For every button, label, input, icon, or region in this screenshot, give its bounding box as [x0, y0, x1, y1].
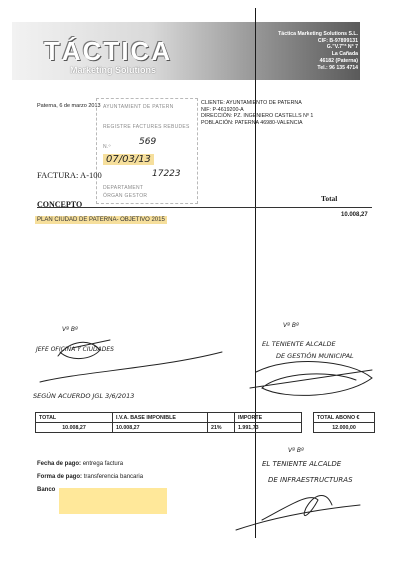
- client-address: DIRECCIÓN: PZ. INGENIERO CASTELLS Nº 1: [201, 113, 314, 120]
- base-label: I.V.A. BASE IMPONIBLE: [113, 413, 208, 423]
- concept-header: CONCEPTO: [37, 200, 83, 209]
- company-name: Táctica Marketing Solutions S.L.: [278, 31, 358, 37]
- company-postal: 46182 (Paterna): [319, 57, 358, 64]
- stamp-number: 569: [139, 137, 157, 147]
- left-approval-role: JEFE OFICINA Y CIUDADES: [36, 346, 114, 353]
- signature-left: [40, 340, 222, 382]
- total-header: Total: [321, 194, 338, 203]
- agreement-note: SEGÚN ACUERDO JGL 3/6/2013: [33, 392, 135, 400]
- stamp-number-label: N.º: [103, 144, 111, 150]
- importe-label: IMPORTE: [235, 413, 302, 423]
- left-approval-vb: Vº Bº: [62, 326, 78, 333]
- vat-rate: 21%: [208, 423, 235, 433]
- concept-item: PLAN CIUDAD DE PATERNA- OBJETIVO 2015: [37, 217, 165, 223]
- company-cif: CIF: B-97899131: [317, 37, 358, 44]
- company-logo: TÁCTICA: [44, 36, 173, 66]
- stamp-line-4: ÓRGAN GESTOR: [103, 193, 148, 199]
- right-approval-role-1: EL TENIENTE ALCALDE: [262, 340, 336, 348]
- signature-right: [250, 362, 372, 396]
- abono-value: 12.000,00: [314, 423, 375, 433]
- bank-label: Banco: [37, 487, 56, 493]
- place-date: Paterna, 6 de marzo 2013: [37, 103, 101, 109]
- client-city: POBLACIÓN: PATERNA 46980-VALENCIA: [201, 119, 303, 126]
- logo-subtitle: Marketing Solutions: [70, 65, 157, 75]
- client-nif: NIF: P-4619200-A: [201, 106, 244, 113]
- importe-value: 1.991,73: [235, 423, 302, 433]
- stamp-line-2: REGISTRE FACTURES REBUDES: [103, 124, 190, 130]
- invoice-number: FACTURA: A-100: [37, 170, 102, 180]
- stamp-line-1: AYUNTAMIENT DE PATERN: [103, 104, 174, 110]
- stamp-line-3: DEPARTAMENT: [103, 185, 144, 191]
- payment-date-value: entrega factura: [82, 461, 124, 467]
- bottom-approval-role-2: DE INFRAESTRUCTURAS: [268, 476, 353, 484]
- bottom-approval-role-1: EL TENIENTE ALCALDE: [262, 460, 342, 468]
- stamp-reference: 17223: [152, 169, 181, 179]
- client-name: CLIENTE: AYUNTAMIENTO DE PATERNA: [201, 100, 302, 106]
- bottom-approval-vb: Vº Bº: [288, 447, 304, 454]
- concept-amount: 10.008,27: [341, 212, 368, 218]
- company-area: La Cañada: [331, 51, 358, 58]
- signature-bottom: [236, 495, 360, 530]
- payment-date-label: Fecha de pago:: [37, 461, 82, 467]
- total-label: TOTAL: [36, 413, 113, 423]
- payment-form-label: Forma de pago:: [37, 474, 83, 480]
- base-value: 10.008,27: [113, 423, 208, 433]
- abono-label: TOTAL ABONO €: [314, 413, 375, 423]
- payment-form-value: transferencia bancaria: [83, 474, 144, 480]
- right-approval-vb: Vº Bº: [283, 322, 299, 329]
- company-phone: Tel.: 96 135 4714: [317, 64, 358, 71]
- company-street: G."V.7"ª N° 7: [326, 44, 358, 51]
- total-value: 10.008,27: [36, 423, 113, 433]
- stamp-date: 07/03/13: [103, 154, 154, 165]
- right-approval-role-2: DE GESTIÓN MUNICIPAL: [276, 352, 354, 360]
